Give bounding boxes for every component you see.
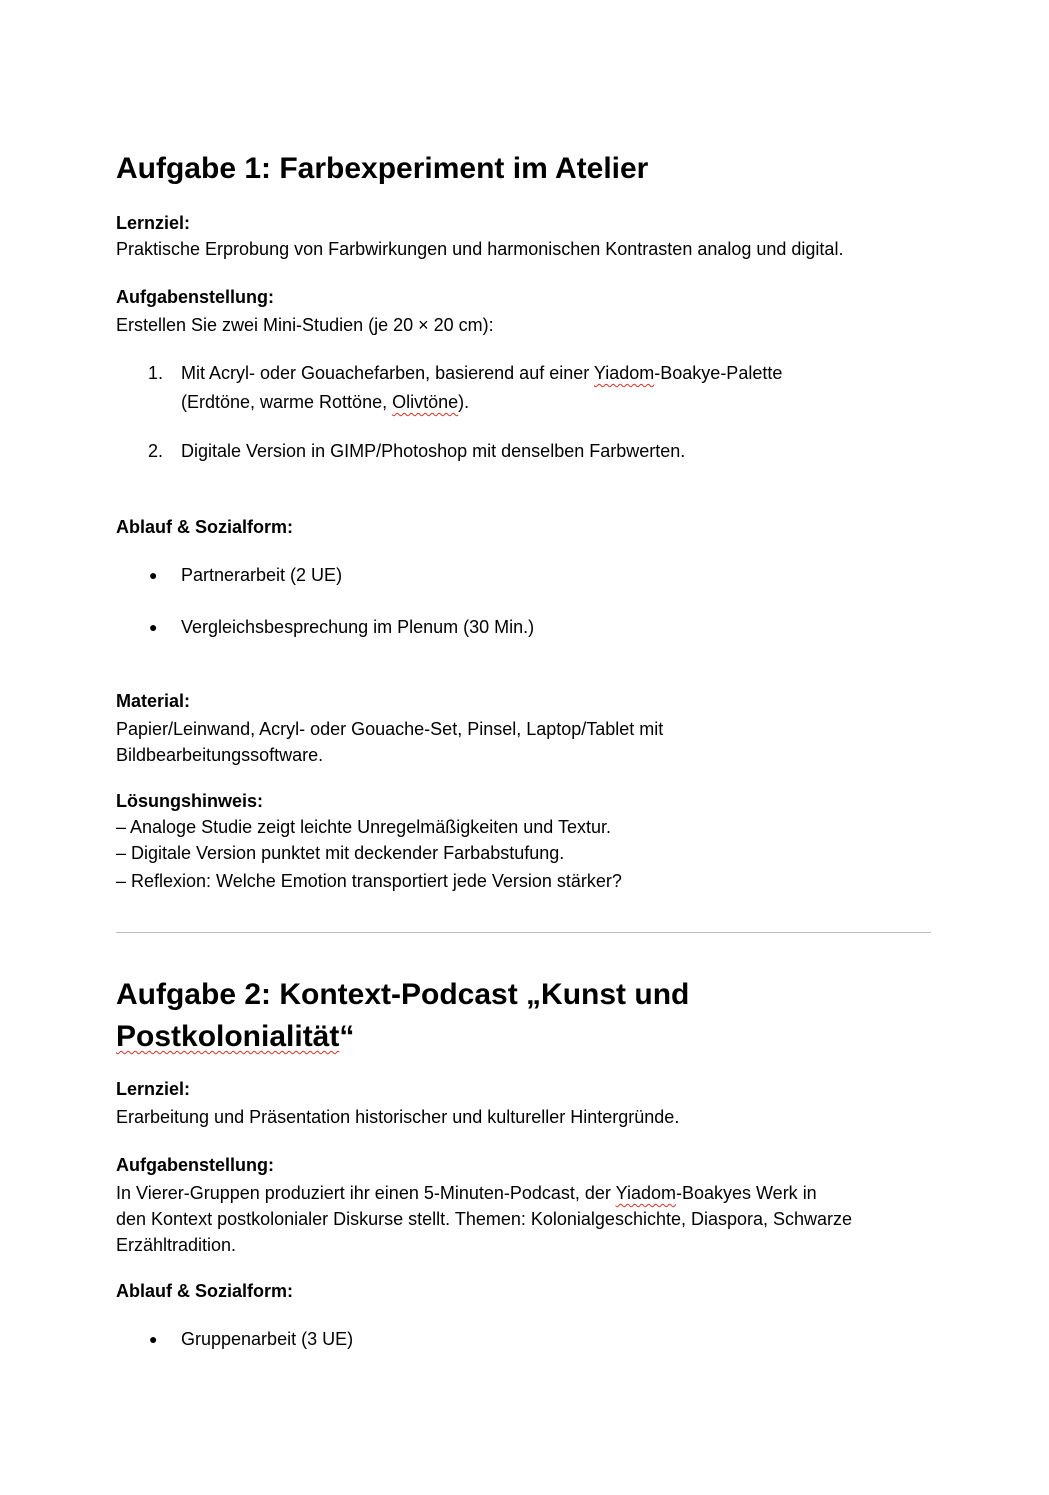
- task2-lernziel-label: Lernziel:: [116, 1079, 191, 1099]
- spellcheck-word[interactable]: Yiadom: [615, 1183, 676, 1203]
- spellcheck-word[interactable]: Olivtöne: [392, 392, 459, 412]
- task2-title-line-1: Aufgabe 2: Kontext-Podcast „Kunst und: [116, 978, 690, 1011]
- ablauf-item: Vergleichsbesprechung im Plenum (30 Min.): [181, 617, 535, 637]
- bullet-icon: ●: [149, 1331, 158, 1347]
- spellcheck-word[interactable]: Postkolonialität: [116, 1020, 340, 1053]
- task1-ablauf-label: Ablauf & Sozialform:: [116, 517, 294, 537]
- step-1-number: 1.: [148, 363, 164, 383]
- bullet-icon: ●: [149, 567, 158, 583]
- step-1-text-e: ).: [458, 392, 470, 412]
- spellcheck-word[interactable]: Yiadom: [593, 363, 655, 383]
- ablauf-item: Gruppenarbeit (3 UE): [181, 1329, 354, 1349]
- aufgabe-text-c: -Boakyes Werk in: [675, 1183, 817, 1203]
- task2-aufgabe-line-3: Erzähltradition.: [116, 1235, 237, 1255]
- loesung-line: – Analoge Studie zeigt leichte Unregelmäßigkeiten und Textur.: [116, 817, 611, 837]
- task1-material-line-1: Papier/Leinwand, Acryl- oder Gouache-Set, Pinsel, Laptop/Tablet mit: [116, 719, 664, 739]
- task2-lernziel-text: Erarbeitung und Präsentation historischer und kultureller Hintergründe.: [116, 1107, 680, 1127]
- loesung-line: – Digitale Version punktet mit deckender Farbabstufung.: [116, 843, 565, 863]
- task1-lernziel-text: Praktische Erprobung von Farbwirkungen und harmonischen Kontrasten analog und digital.: [116, 239, 844, 259]
- step-1-line-1: [181, 359, 782, 387]
- task1-lernziel-label: Lernziel:: [116, 213, 191, 233]
- task2-aufgabe-line-2: den Kontext postkolonialer Diskurse stellt. Themen: Kolonialgeschichte, Diaspora, Schwarze: [116, 1209, 853, 1229]
- task1-aufgabe-text: Erstellen Sie zwei Mini-Studien (je 20 × 20 cm):: [116, 315, 494, 335]
- task1-loesung-label: Lösungshinweis:: [116, 791, 264, 811]
- task2-title-line-2: [116, 1016, 354, 1058]
- task1-title: Aufgabe 1: Farbexperiment im Atelier: [116, 152, 649, 185]
- aufgabe-text-a: In Vierer-Gruppen produziert ihr einen 5-Minuten-Podcast, der: [116, 1183, 616, 1203]
- section-divider: [116, 932, 931, 933]
- task2-ablauf-label: Ablauf & Sozialform:: [116, 1281, 294, 1301]
- step-2-text: Digitale Version in GIMP/Photoshop mit denselben Farbwerten.: [181, 441, 686, 461]
- ablauf-item: Partnerarbeit (2 UE): [181, 565, 343, 585]
- closing-quote: “: [339, 1020, 355, 1053]
- step-1-text-d: (Erdtöne, warme Rottöne,: [181, 392, 393, 412]
- task1-material-line-2: Bildbearbeitungssoftware.: [116, 745, 324, 765]
- bullet-icon: ●: [149, 619, 158, 635]
- step-1-text-a: Mit Acryl- oder Gouachefarben, basierend auf einer: [181, 363, 594, 383]
- task1-aufgabe-label: Aufgabenstellung:: [116, 287, 274, 307]
- step-1-line-2: [181, 388, 469, 416]
- task1-material-label: Material:: [116, 691, 191, 711]
- task2-aufgabe-label: Aufgabenstellung:: [116, 1155, 274, 1175]
- loesung-line: – Reflexion: Welche Emotion transportiert jede Version stärker?: [116, 871, 622, 891]
- step-1-text-c: -Boakye-Palette: [654, 363, 783, 383]
- task2-aufgabe-line-1: [116, 1180, 817, 1206]
- step-2-number: 2.: [148, 441, 164, 461]
